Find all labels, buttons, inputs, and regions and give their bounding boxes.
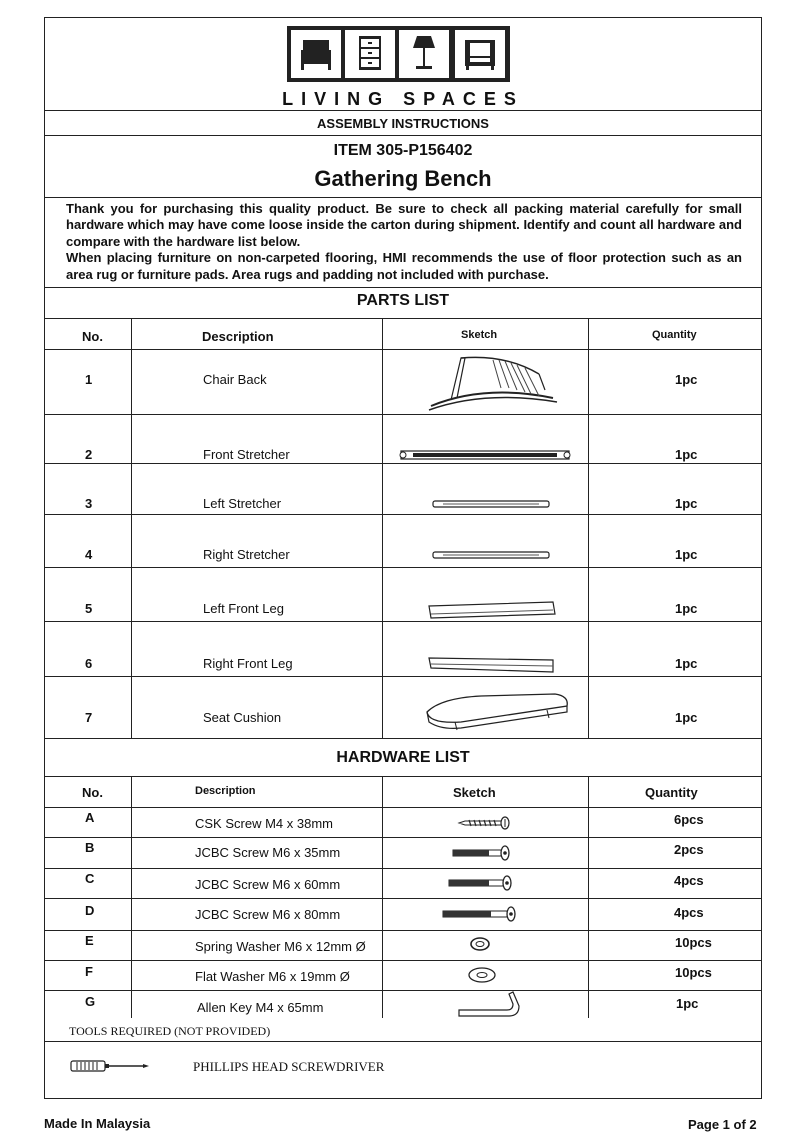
hardware-header-sketch: Sketch	[453, 785, 496, 800]
part-number: 4	[85, 547, 93, 562]
jcbc-screw-80-sketch	[439, 905, 517, 923]
hardware-quantity: 4pcs	[674, 873, 704, 888]
hardware-quantity: 10pcs	[675, 935, 712, 950]
flat-washer-sketch	[465, 966, 499, 984]
parts-table	[45, 318, 761, 738]
hardware-quantity: 2pcs	[674, 842, 704, 857]
left-stretcher-sketch	[429, 498, 555, 510]
jcbc-screw-35-sketch	[449, 844, 515, 862]
page-number: Page 1 of 2	[688, 1117, 757, 1132]
part-number: 7	[85, 710, 93, 725]
brand-logo	[287, 26, 510, 82]
part-description: Front Stretcher	[203, 447, 290, 462]
part-quantity: 1pc	[675, 447, 698, 462]
hardware-description: Allen Key M4 x 65mm	[197, 1000, 324, 1015]
hardware-header-no: No.	[82, 785, 103, 800]
parts-header-quantity: Quantity	[652, 329, 697, 341]
csk-screw-sketch	[455, 816, 515, 830]
hardware-header-quantity: Quantity	[645, 785, 698, 800]
hardware-quantity: 10pcs	[675, 965, 712, 980]
allen-key-sketch	[455, 990, 521, 1018]
part-quantity: 1pc	[675, 601, 698, 616]
part-number: 6	[85, 656, 93, 671]
hardware-table	[45, 776, 761, 1018]
seat-cushion-sketch	[421, 688, 571, 732]
screwdriver-icon	[69, 1059, 153, 1073]
intro-paragraph: When placing furniture on non-carpeted flooring, HMI recommends the use of floor protection such as an area rug or furniture pads. Area rugs and padding not included with purchase.	[66, 250, 742, 282]
armchair-icon	[455, 30, 505, 78]
part-description: Left Front Leg	[203, 601, 284, 616]
parts-header-sketch: Sketch	[461, 329, 498, 341]
hardware-description: JCBC Screw M6 x 35mm	[195, 845, 341, 860]
hardware-quantity: 4pcs	[674, 905, 704, 920]
right-front-leg-sketch	[425, 654, 559, 676]
parts-list-title: PARTS LIST	[356, 292, 450, 309]
instruction-sheet	[44, 17, 762, 1099]
front-stretcher-sketch	[397, 448, 575, 462]
part-quantity: 1pc	[675, 372, 698, 387]
parts-header-description: Description	[202, 329, 274, 344]
hardware-letter: E	[85, 933, 94, 948]
tool-name: PHILLIPS HEAD SCREWDRIVER	[193, 1059, 385, 1074]
spring-washer-sketch	[467, 936, 493, 952]
intro-text	[66, 201, 742, 283]
hardware-letter: D	[85, 903, 95, 918]
hardware-letter: B	[85, 840, 95, 855]
part-number: 2	[85, 447, 93, 462]
hardware-letter: G	[85, 994, 96, 1009]
chair-back-sketch	[425, 354, 561, 414]
hardware-quantity: 1pc	[676, 996, 699, 1011]
part-quantity: 1pc	[675, 496, 698, 511]
part-description: Right Front Leg	[203, 656, 293, 671]
hardware-header-description: Description	[195, 785, 256, 797]
hardware-letter: A	[85, 810, 95, 825]
right-stretcher-sketch	[429, 549, 555, 561]
part-quantity: 1pc	[675, 710, 698, 725]
hardware-description: JCBC Screw M6 x 80mm	[195, 907, 341, 922]
parts-header-no: No.	[82, 329, 103, 344]
part-description: Left Stretcher	[203, 496, 282, 511]
hardware-letter: C	[85, 871, 95, 886]
part-number: 3	[85, 496, 93, 511]
jcbc-screw-60-sketch	[445, 874, 515, 892]
dresser-icon	[345, 30, 395, 78]
hardware-list-title: HARDWARE LIST	[336, 749, 470, 766]
part-description: Chair Back	[203, 372, 267, 387]
hardware-description: Flat Washer M6 x 19mm Ø	[195, 969, 350, 984]
lamp-icon	[399, 30, 449, 78]
part-quantity: 1pc	[675, 547, 698, 562]
part-number: 1	[85, 372, 93, 387]
item-number: ITEM 305-P156402	[333, 142, 473, 159]
intro-paragraph: Thank you for purchasing this quality product. Be sure to check all packing material carefully for small hardware which may have come loose inside the carton during shipment. Identify and count all hardware and compare with the hardware list below.	[66, 201, 742, 249]
hardware-description: CSK Screw M4 x 38mm	[195, 816, 333, 831]
brand-name: LIVING SPACES	[282, 89, 524, 109]
hardware-quantity: 6pcs	[674, 812, 704, 827]
hardware-description: Spring Washer M6 x 12mm Ø	[195, 939, 366, 954]
product-title: Gathering Bench	[314, 166, 492, 191]
part-quantity: 1pc	[675, 656, 698, 671]
part-description: Right Stretcher	[203, 547, 290, 562]
hardware-letter: F	[85, 964, 93, 979]
manufacture-origin: Made In Malaysia	[44, 1116, 151, 1131]
left-front-leg-sketch	[425, 600, 559, 622]
hardware-description: JCBC Screw M6 x 60mm	[195, 877, 341, 892]
part-description: Seat Cushion	[203, 710, 282, 725]
part-number: 5	[85, 601, 93, 616]
tools-heading: TOOLS REQUIRED (NOT PROVIDED)	[69, 1024, 271, 1038]
bed-icon	[291, 30, 341, 78]
document-type: ASSEMBLY INSTRUCTIONS	[317, 116, 489, 131]
